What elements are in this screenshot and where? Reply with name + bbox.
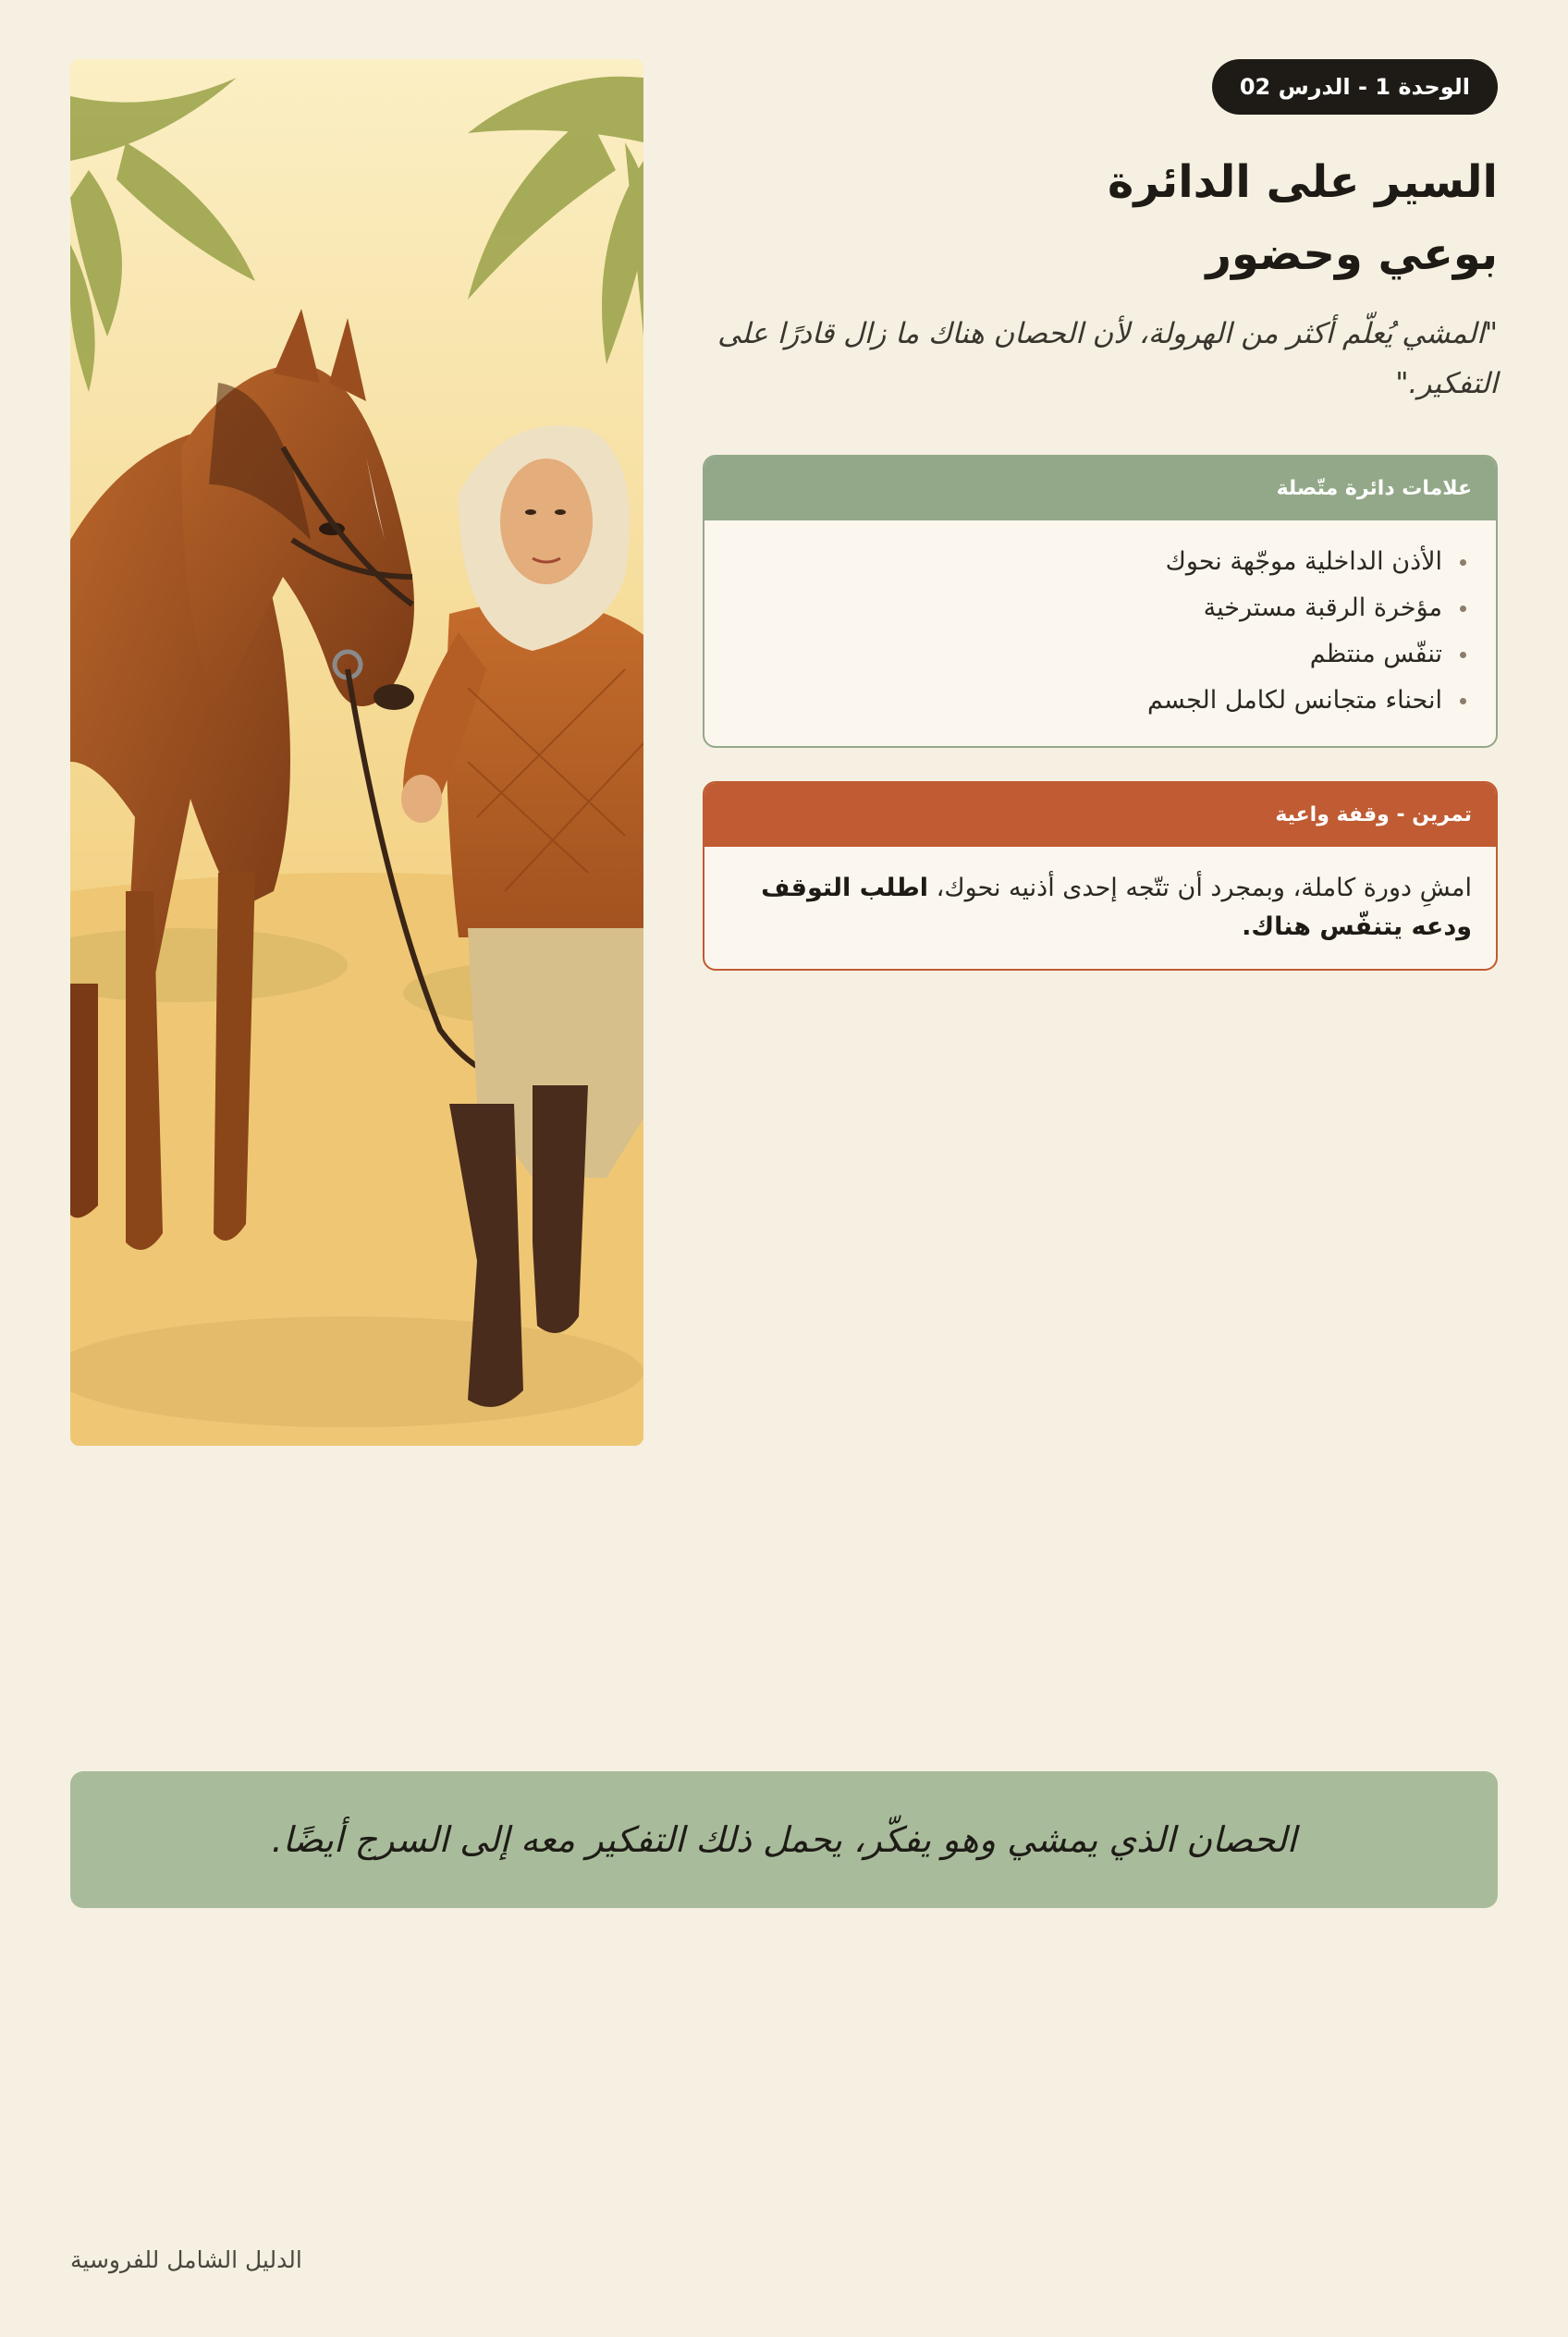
- lesson-content: [703, 59, 1498, 971]
- closing-banner: [70, 1771, 1498, 1908]
- title-line-2: بوعي وحضور: [1206, 228, 1498, 280]
- list-item: الأذن الداخلية موجّهة نحوك: [729, 539, 1472, 585]
- lesson-quote: "المشي يُعلّم أكثر من الهرولة، لأن الحصان هناك ما زال قادرًا على التفكير.": [717, 317, 1498, 400]
- exercise-card-body: [704, 847, 1496, 969]
- title-line-1: السير على الدائرة: [1107, 156, 1498, 208]
- signs-list: [729, 539, 1472, 724]
- exercise-text: [729, 869, 1472, 947]
- exercise-text-bold: اطلب التوقف ودعه يتنفّس هناك.: [761, 874, 1472, 941]
- exercise-card-header: تمرين - وقفة واعية: [704, 783, 1496, 847]
- exercise-text-plain: امشِ دورة كاملة، وبمجرد أن تتّجه إحدى أذنيه نحوك،: [928, 874, 1472, 902]
- lesson-title: [703, 146, 1498, 290]
- list-item: انحناء متجانس لكامل الجسم: [729, 678, 1472, 724]
- signs-card: [703, 455, 1498, 748]
- signs-card-header: علامات دائرة متّصلة: [704, 457, 1496, 520]
- signs-card-body: [704, 520, 1496, 746]
- list-item: تنفّس منتظم: [729, 631, 1472, 678]
- exercise-card: [703, 781, 1498, 971]
- horse-and-rider-illustration: [70, 59, 643, 1446]
- lesson-badge: الوحدة 1 - الدرس 02: [1212, 59, 1498, 115]
- footer-text: الدليل الشامل للفروسية: [70, 2246, 302, 2273]
- banner-text: الحصان الذي يمشي وهو يفكّر، يحمل ذلك التفكير معه إلى السرج أيضًا.: [271, 1819, 1297, 1860]
- list-item: مؤخرة الرقبة مسترخية: [729, 585, 1472, 631]
